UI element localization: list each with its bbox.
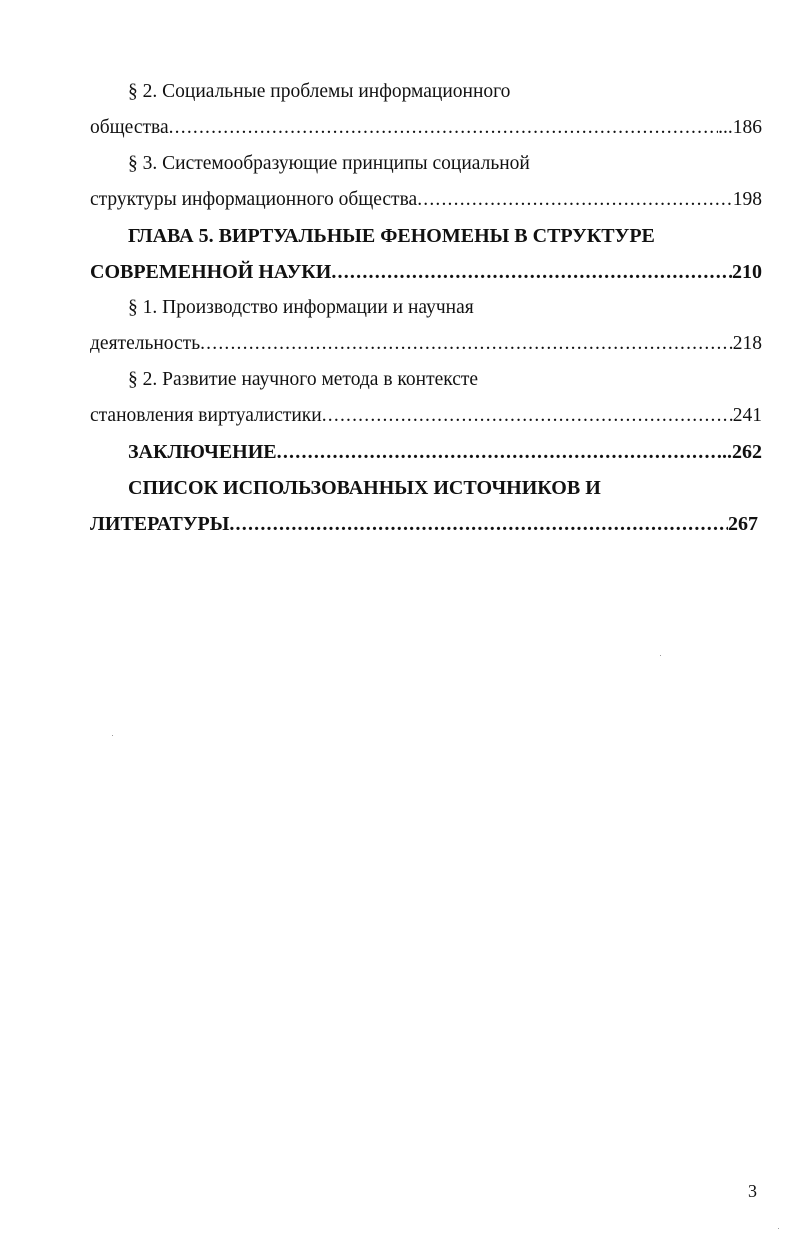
- leader-dots: [322, 404, 733, 428]
- toc-chapter-heading: СПИСОК ИСПОЛЬЗОВАННЫХ ИСТОЧНИКОВ И: [128, 477, 601, 499]
- toc-chapter-entry[interactable]: [128, 440, 762, 464]
- toc-chapter-entry[interactable]: [90, 260, 762, 284]
- leader-dots: [417, 188, 733, 212]
- toc-entry-heading: § 2. Социальные проблемы информационного: [128, 81, 511, 102]
- scan-speck: [660, 655, 661, 656]
- toc-entry-title: становления виртуалистики: [90, 405, 322, 426]
- toc-page-number: 198: [732, 189, 762, 210]
- leader-dots: [331, 260, 732, 284]
- toc-entry-heading: § 1. Производство информации и научная: [128, 297, 474, 318]
- page-number: 3: [748, 1181, 757, 1201]
- scan-speck: [778, 1228, 779, 1229]
- leader-dots: [169, 116, 719, 140]
- leader-dots: [277, 440, 722, 464]
- leader-dots: [200, 332, 733, 356]
- leader-dots: [229, 512, 728, 536]
- toc-entry[interactable]: [90, 332, 762, 356]
- toc-entry-title: общества: [90, 117, 169, 138]
- toc-page-number: ...186: [718, 117, 762, 138]
- toc-entry-title: структуры информационного общества: [90, 189, 418, 210]
- toc-entry-title: ЛИТЕРАТУРЫ: [90, 513, 230, 535]
- toc-entry-title: деятельность: [90, 333, 201, 354]
- toc-entry-title: СОВРЕМЕННОЙ НАУКИ: [90, 261, 332, 283]
- toc-entry-heading: § 2. Развитие научного метода в контексте: [128, 369, 479, 390]
- toc-page-number: ..262: [722, 441, 762, 463]
- toc-entry-heading: § 3. Системообразующие принципы социальной: [128, 153, 530, 174]
- toc-chapter-heading: ГЛАВА 5. ВИРТУАЛЬНЫЕ ФЕНОМЕНЫ В СТРУКТУРЕ: [128, 225, 655, 247]
- toc-entry[interactable]: [90, 188, 762, 212]
- toc-page-number: 267: [728, 513, 758, 535]
- toc-chapter-entry[interactable]: [90, 512, 758, 536]
- toc-page-number: 218: [732, 333, 762, 354]
- toc-entry[interactable]: [90, 116, 762, 140]
- toc-entry-title: ЗАКЛЮЧЕНИЕ: [128, 441, 277, 463]
- toc-page-number: 241: [732, 405, 762, 426]
- scan-speck: [112, 735, 113, 736]
- toc-entry[interactable]: [90, 404, 762, 428]
- toc-page-number: 210: [732, 261, 762, 283]
